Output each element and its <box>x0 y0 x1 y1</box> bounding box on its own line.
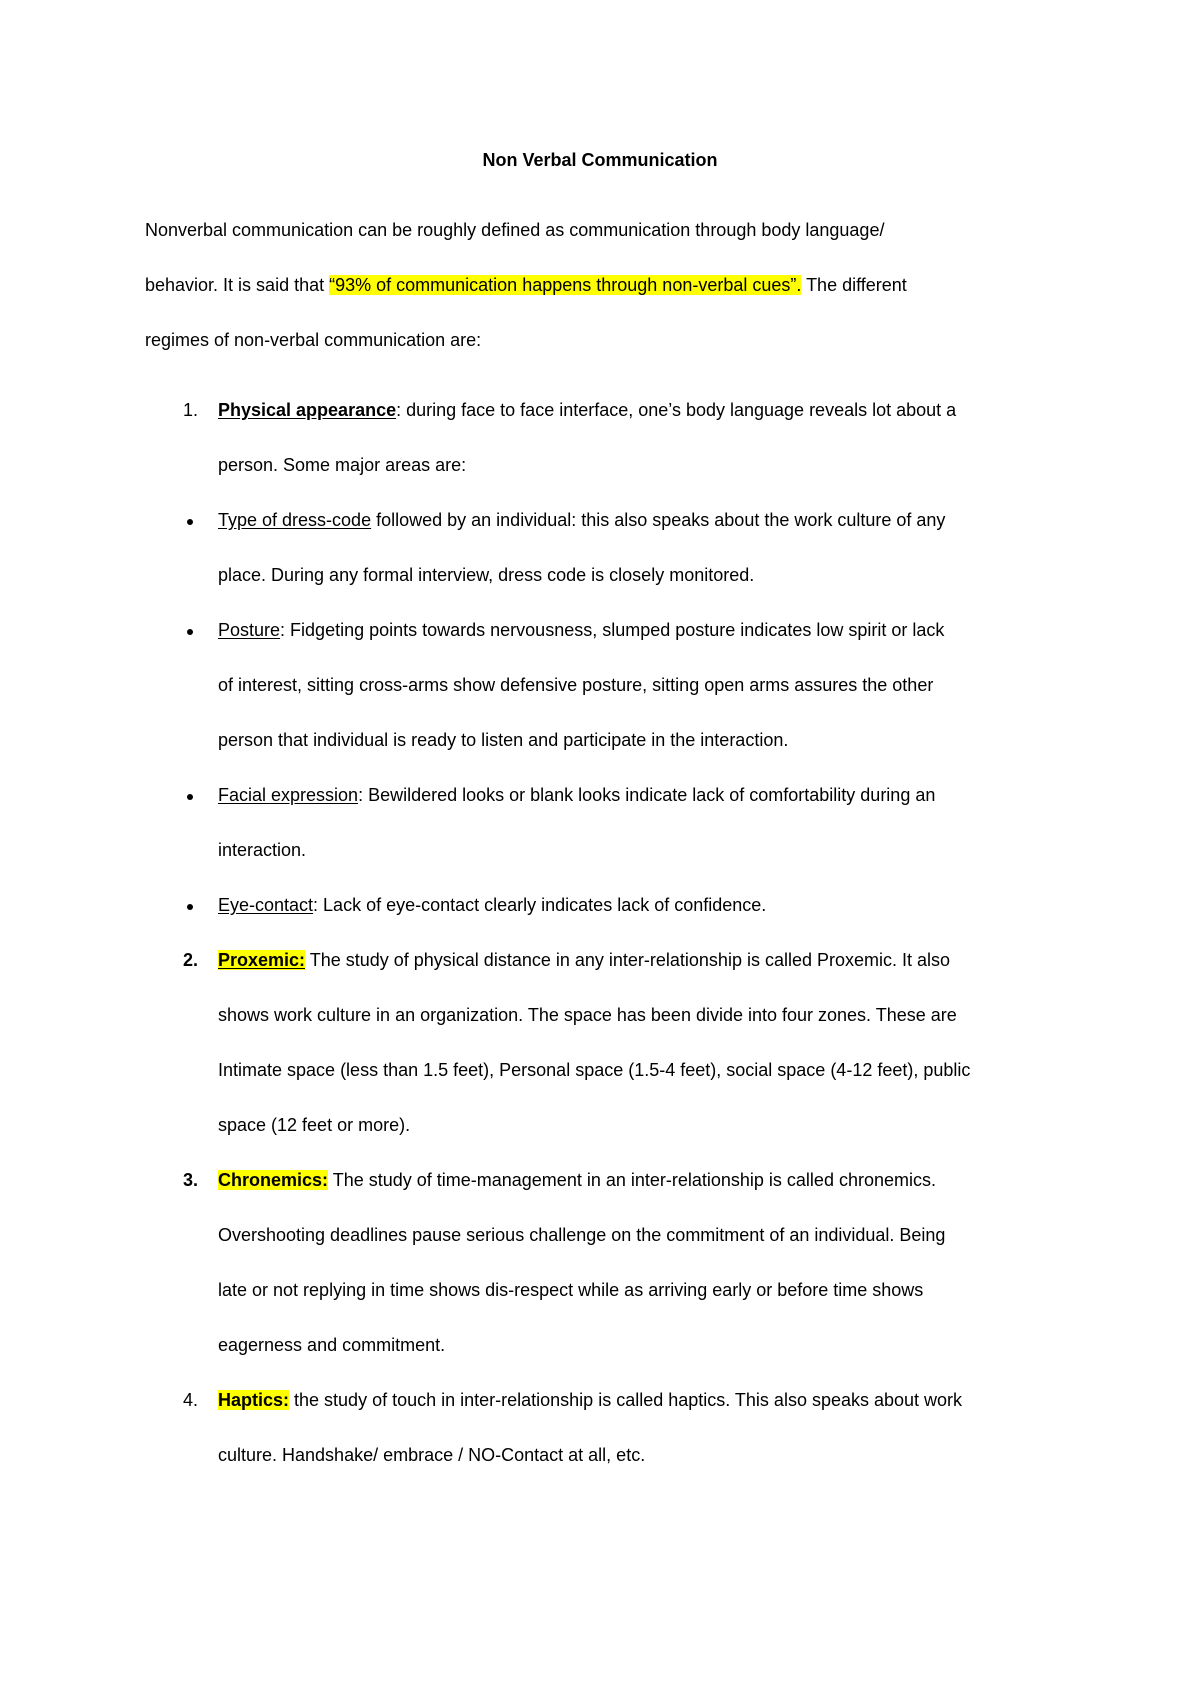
item-1-line-2: person. Some major areas are: <box>218 455 467 475</box>
bullet-posture-term: Posture <box>218 620 281 640</box>
bullet-dress-line-2: place. During any formal interview, dress code is closely monitored. <box>218 565 755 585</box>
item-2-line-3: Intimate space (less than 1.5 feet), Personal space (1.5-4 feet), social space (4-12 feet), public <box>218 1060 971 1080</box>
bullet-dot <box>187 629 193 635</box>
bullet-dot <box>187 519 193 525</box>
item-2-text-1: The study of physical distance in any inter-relationship is called Proxemic. It also <box>305 950 951 970</box>
item-3-term: Chronemics: <box>218 1170 329 1190</box>
bullet-dot <box>187 794 193 800</box>
item-4-line-1 <box>218 1388 962 1412</box>
item-4-line-2: culture. Handshake/ embrace / NO-Contact at all, etc. <box>218 1445 646 1465</box>
item-4-text-1: the study of touch in inter-relationship is called haptics. This also speaks about work <box>289 1390 963 1410</box>
item-2-line-1 <box>218 948 950 972</box>
item-4-number: 4. <box>183 1390 199 1410</box>
bullet-dress-term: Type of dress-code <box>218 510 372 530</box>
document-title: Non Verbal Communication <box>482 150 718 170</box>
highlighted-quote: “93% of communication happens through non-verbal cues”. <box>329 275 802 295</box>
item-2-number: 2. <box>183 950 199 970</box>
item-1-text-1: : during face to face interface, one’s body language reveals lot about a <box>396 400 957 420</box>
item-2-term: Proxemic: <box>218 950 306 970</box>
item-3-line-1 <box>218 1168 936 1192</box>
intro-line-1: Nonverbal communication can be roughly defined as communication through body language/ <box>145 220 885 240</box>
bullet-dress-text-1: followed by an individual: this also speaks about the work culture of any <box>371 510 946 530</box>
item-1-number: 1. <box>183 400 199 420</box>
bullet-posture-line-3: person that individual is ready to listen and participate in the interaction. <box>218 730 789 750</box>
item-1-line-1 <box>218 398 956 422</box>
item-2-line-2: shows work culture in an organization. The space has been divide into four zones. These are <box>218 1005 957 1025</box>
bullet-dot <box>187 904 193 910</box>
bullet-facial-line-1 <box>218 783 935 807</box>
bullet-dress-line-1 <box>218 508 945 532</box>
intro-line-3: regimes of non-verbal communication are: <box>145 330 482 350</box>
item-3-line-4: eagerness and commitment. <box>218 1335 446 1355</box>
bullet-facial-term: Facial expression <box>218 785 359 805</box>
bullet-posture-text-1: : Fidgeting points towards nervousness, slumped posture indicates low spirit or lack <box>280 620 945 640</box>
item-2-line-4: space (12 feet or more). <box>218 1115 411 1135</box>
item-3-line-2: Overshooting deadlines pause serious challenge on the commitment of an individual. Being <box>218 1225 946 1245</box>
bullet-eye-line-1 <box>218 893 766 917</box>
intro-line-2 <box>145 273 907 297</box>
bullet-eye-term: Eye-contact <box>218 895 314 915</box>
intro-line-2-pre: behavior. It is said that <box>145 275 330 295</box>
intro-line-2-post: The different <box>801 275 907 295</box>
item-1-term: Physical appearance <box>218 400 397 420</box>
item-3-text-1: The study of time-management in an inter-relationship is called chronemics. <box>328 1170 936 1190</box>
item-3-number: 3. <box>183 1170 199 1190</box>
bullet-posture-line-2: of interest, sitting cross-arms show defensive posture, sitting open arms assures the other <box>218 675 934 695</box>
bullet-facial-text-1: : Bewildered looks or blank looks indicate lack of comfortability during an <box>358 785 936 805</box>
item-3-line-3: late or not replying in time shows dis-respect while as arriving early or before time shows <box>218 1280 924 1300</box>
bullet-posture-line-1 <box>218 618 944 642</box>
item-4-term: Haptics: <box>218 1390 290 1410</box>
bullet-facial-line-2: interaction. <box>218 840 307 860</box>
bullet-eye-text-1: : Lack of eye-contact clearly indicates lack of confidence. <box>313 895 767 915</box>
